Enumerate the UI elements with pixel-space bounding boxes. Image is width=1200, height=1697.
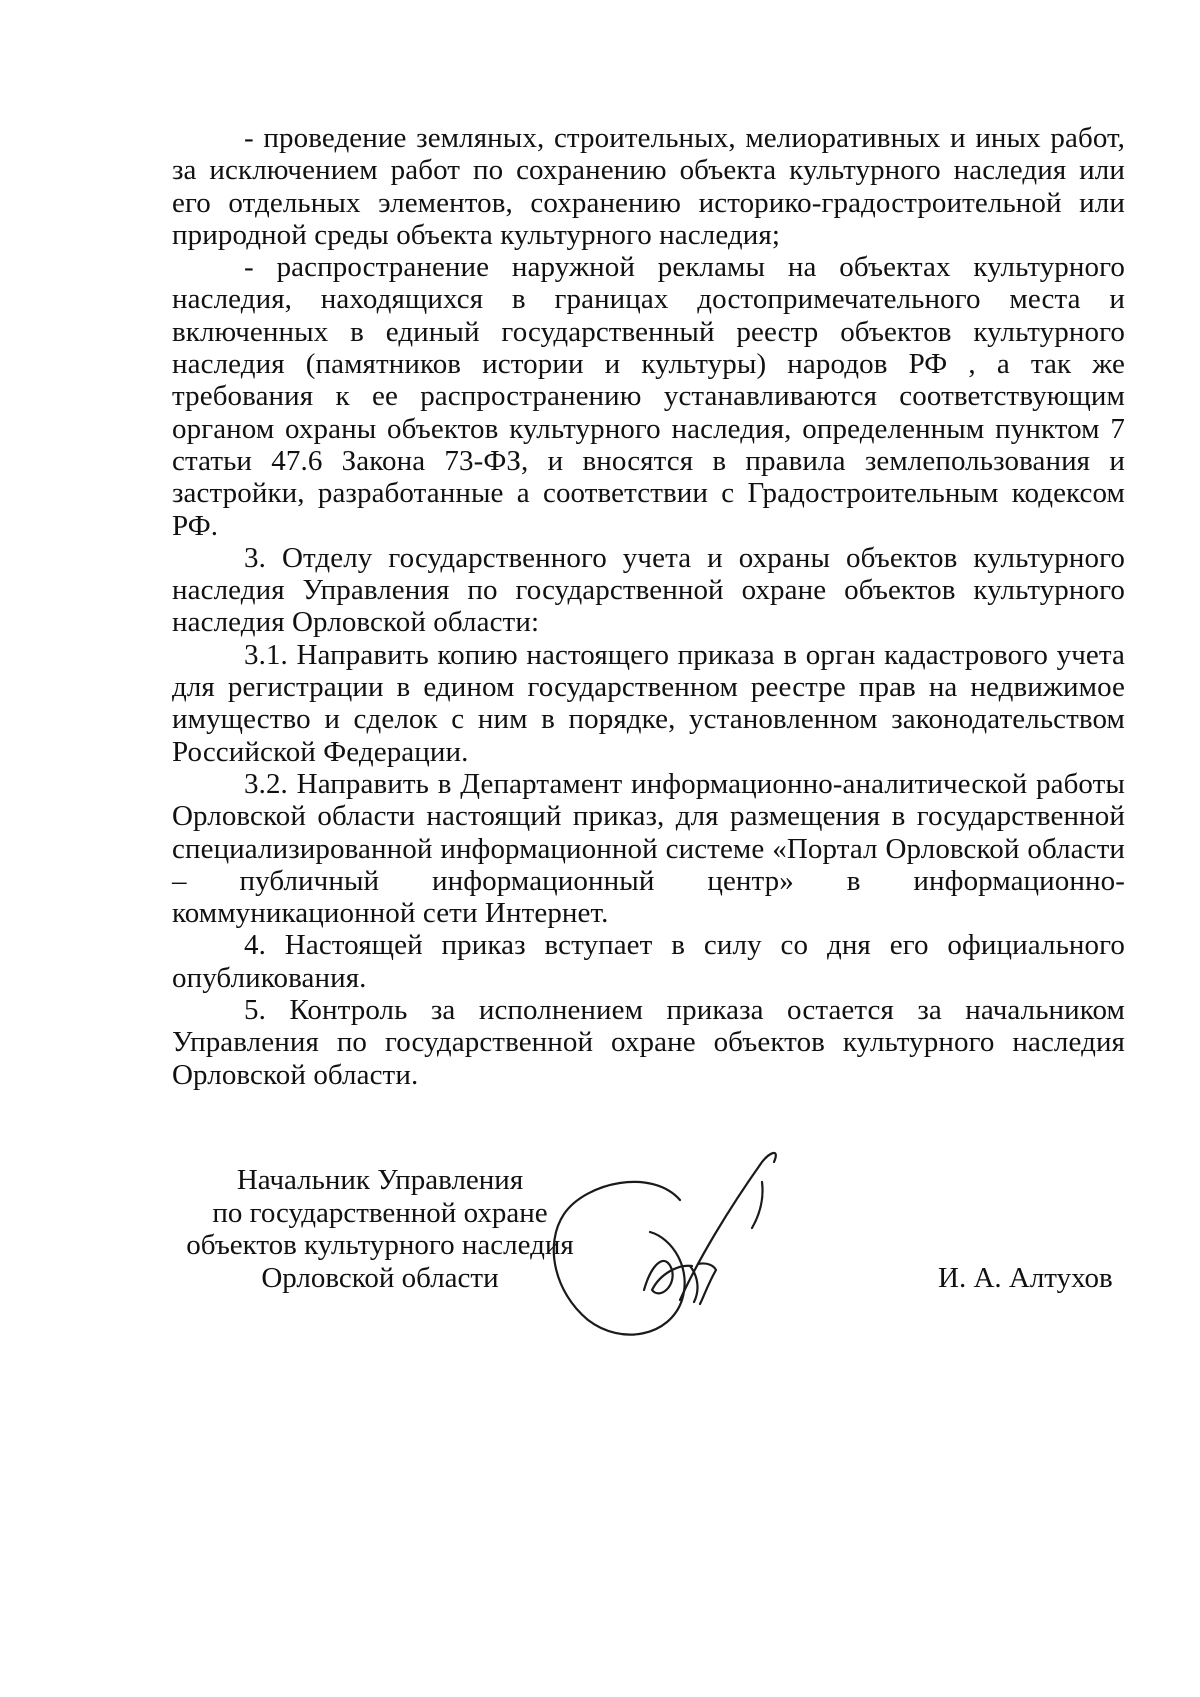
paragraph-item-3: 3. Отделу государственного учета и охраны объектов культурного наследия Управления по государственной охране объектов культурного наследия Орловской области:: [172, 541, 1125, 639]
document-body: [172, 122, 1125, 1091]
paragraph-item-5: 5. Контроль за исполнением приказа остается за начальником Управления по государственной охране объектов культурного наследия Орловской области.: [172, 994, 1125, 1091]
signatory-title-line: Начальник Управления: [236, 1164, 524, 1196]
signer-name: И. А. Алтухов: [938, 1262, 1113, 1294]
signatory-title-line: Орловской области: [261, 1261, 499, 1294]
paragraph-earthworks-restriction: - проведение земляных, строительных, мелиоративных и иных работ, за исключением работ по сохранению объекта культурного наследия или его отдельных элементов, сохранению историко-градостроительной или природной среды объекта культурного наследия;: [172, 122, 1125, 251]
signatory-title-line: по государственной охране: [212, 1196, 548, 1229]
signatory-title-block: [170, 1164, 590, 1294]
paragraph-item-3-2: 3.2. Направить в Департамент информационно-аналитической работы Орловской области настоящий приказ, для размещения в государственной специализированной информационной системе «Портал Орловской области – публичный информационный центр» в информационно-коммуникационной сети Интернет.: [172, 767, 1125, 930]
paragraph-item-3-1: 3.1. Направить копию настоящего приказа в орган кадастрового учета для регистрации в едином государственном реестре прав на недвижимое имущество и сделок с ним в порядке, установленном законодательством Российской Федерации.: [172, 638, 1125, 768]
handwritten-signature: [548, 1140, 848, 1340]
signatory-title-line: объектов культурного наследия: [186, 1229, 574, 1261]
paragraph-advertising-restriction: - распространение наружной рекламы на объектах культурного наследия, находящихся в границах достопримечательного места и включенных в единый государственный реестр объектов культурного наследия (памятников истории и культуры) народов РФ , а так же требования к ее распространению устанавливаются соответствующим органом охраны объектов культурного наследия, определенным пунктом 7 статьи 47.6 Закона 73-ФЗ, и вносятся в правила землепользования и застройки, разработанные а соответствии с Градостроительным кодексом РФ.: [172, 251, 1125, 542]
paragraph-item-4: 4. Настоящей приказ вступает в силу со дня его официального опубликования.: [172, 929, 1125, 994]
